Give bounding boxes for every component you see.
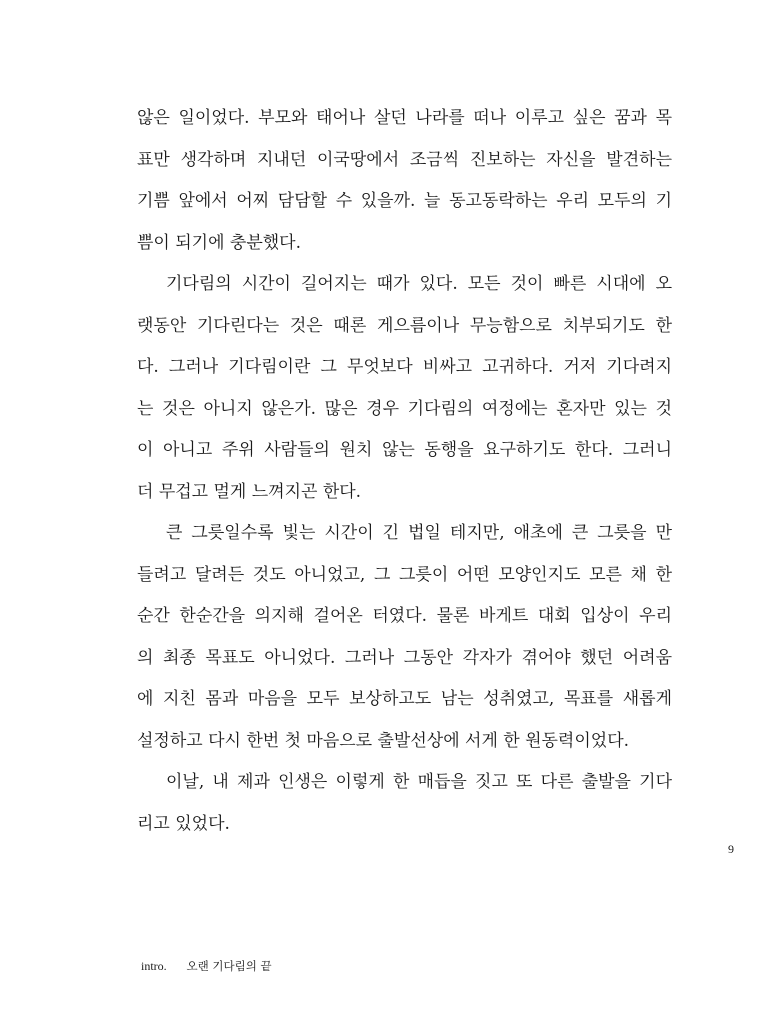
text-line: 표만 생각하며 지내던 이국땅에서 조금씩 진보하는 자신을 발견하는 <box>137 149 672 170</box>
text-line: 큰 그릇일수록 빛는 시간이 긴 법일 테지만, 애초에 큰 그릇을 만 <box>166 523 672 543</box>
body-text <box>137 98 672 845</box>
text-line: 이날, 내 제과 인생은 이렇게 한 매듭을 짓고 또 다른 출발을 기다 <box>166 772 672 792</box>
text-line: 이 아니고 주위 사람들의 원치 않는 동행을 요구하기도 한다. 그러니 <box>137 440 672 460</box>
text-line: 기다림의 시간이 길어지는 때가 있다. 모든 것이 빠른 시대에 오 <box>166 274 672 294</box>
text-line: 리고 있었다. <box>137 813 230 834</box>
page-number: 9 <box>728 842 734 856</box>
text-line: 순간 한순간을 의지해 걸어온 터였다. 물론 바게트 대회 입상이 우리 <box>137 606 672 626</box>
text-line: 들려고 달려든 것도 아니었고, 그 그릇이 어떤 모양인지도 모른 채 한 <box>137 564 672 585</box>
running-footer <box>141 958 272 974</box>
text-line: 의 최종 목표도 아니었다. 그러나 그동안 각자가 겪어야 했던 어려움 <box>137 647 672 668</box>
text-line: 랫동안 기다린다는 것은 때론 게으름이나 무능함으로 치부되기도 한 <box>137 315 672 336</box>
text-line: 쁨이 되기에 충분했다. <box>137 232 302 253</box>
text-line: 에 지친 몸과 마음을 모두 보상하고도 남는 성취였고, 목표를 새롭게 <box>137 689 672 709</box>
footer-section-label: intro. <box>141 959 167 973</box>
text-line: 않은 일이었다. 부모와 태어나 살던 나라를 떠나 이루고 싶은 꿈과 목 <box>137 108 672 128</box>
text-line: 기쁨 앞에서 어찌 담담할 수 있을까. 늘 동고동락하는 우리 모두의 기 <box>137 191 672 211</box>
footer-chapter-title: 오랜 기다림의 끝 <box>186 959 272 973</box>
text-line: 설정하고 다시 한번 첫 마음으로 출발선상에 서게 한 원동력이었다. <box>137 730 630 751</box>
text-line: 다. 그러나 기다림이란 그 무엇보다 비싸고 고귀하다. 거저 기다려지 <box>137 357 672 377</box>
text-line: 는 것은 아니지 않은가. 많은 경우 기다림의 여정에는 혼자만 있는 것 <box>137 398 672 419</box>
text-line: 더 무겁고 멀게 느껴지곤 한다. <box>137 481 362 502</box>
